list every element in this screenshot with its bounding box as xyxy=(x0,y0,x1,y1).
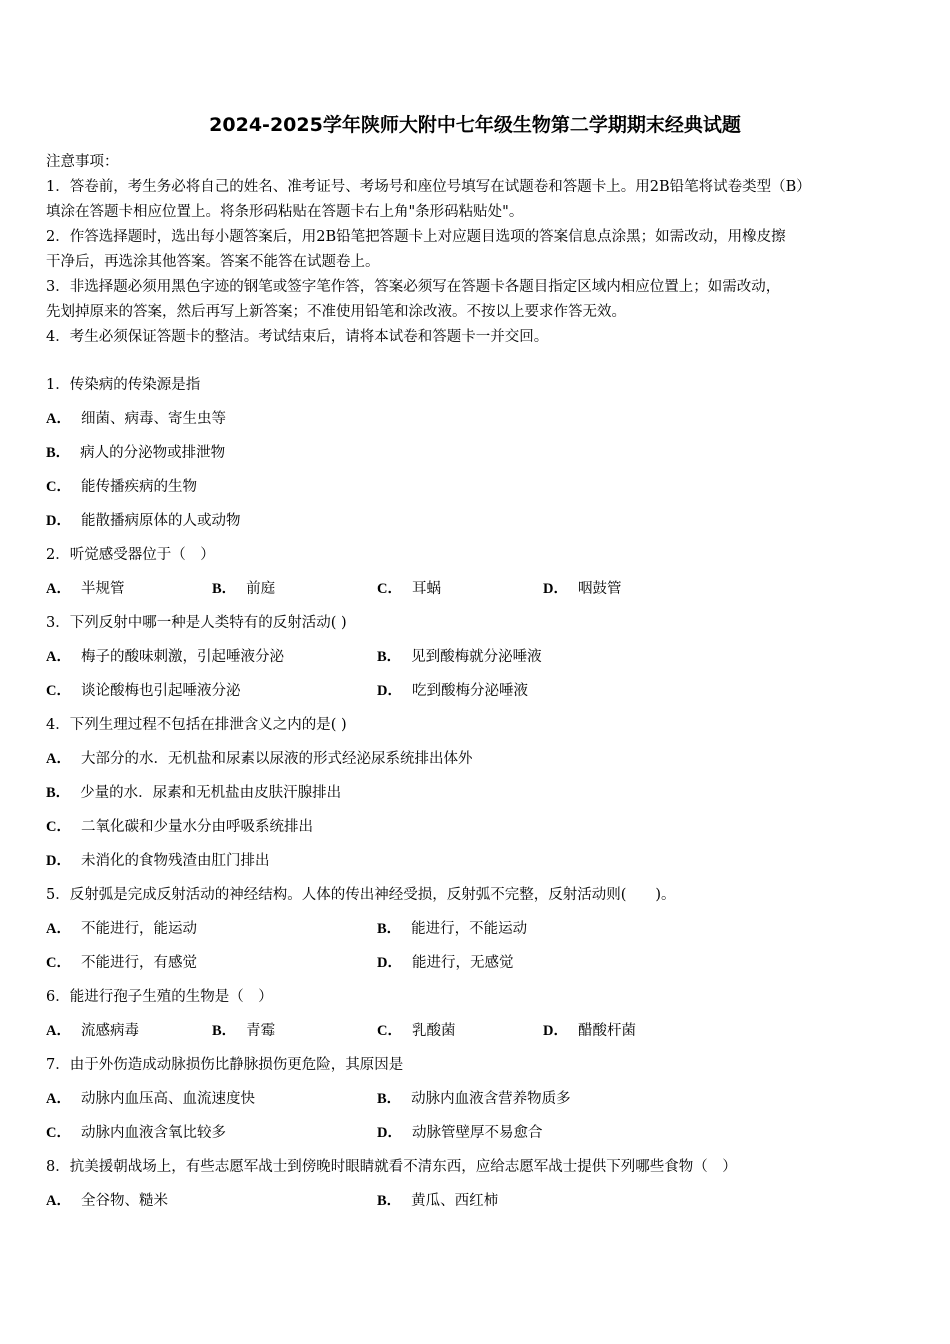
option-a: A． 半规管 xyxy=(46,581,125,597)
option-b: B． 能进行，不能运动 xyxy=(377,921,528,937)
option-c: C． 不能进行，有感觉 xyxy=(46,955,197,971)
option-b: B． 少量的水．尿素和无机盐由皮肤汗腺排出 xyxy=(46,785,342,801)
option-d: D． 未消化的食物残渣由肛门排出 xyxy=(46,853,270,869)
option-row xyxy=(46,1018,908,1052)
page-title: 2024-2025学年陕师大附中七年级生物第二学期期末经典试题 xyxy=(209,114,741,136)
option-a: A． 流感病毒 xyxy=(46,1023,139,1039)
question-stem: 1．传染病的传染源是指 xyxy=(46,377,201,393)
option-row xyxy=(46,576,908,610)
notice-line: 1．答卷前，考生务必将自己的姓名、准考证号、考场号和座位号填写在试题卷和答题卡上。用2B铅笔将试卷类型（B） xyxy=(46,179,811,195)
option-c: C． 能传播疾病的生物 xyxy=(46,479,197,495)
notice-line: 2．作答选择题时，选出每小题答案后，用2B铅笔把答题卡上对应题目选项的答案信息点涂黑；如需改动，用橡皮擦 xyxy=(46,229,786,245)
option-row xyxy=(46,1086,908,1120)
option-d: D． 动脉管壁厚不易愈合 xyxy=(377,1125,543,1141)
option-b: B． 黄瓜、西红柿 xyxy=(377,1193,499,1209)
question-list xyxy=(46,372,908,1222)
question-stem: 3．下列反射中哪一种是人类特有的反射活动( ) xyxy=(46,615,347,631)
option-d: D． 能进行，无感觉 xyxy=(377,955,514,971)
question-stem: 2．听觉感受器位于（ ） xyxy=(46,547,215,563)
option-row xyxy=(46,950,908,984)
notice-line: 干净后，再选涂其他答案。答案不能答在试题卷上。 xyxy=(46,254,380,270)
option-row xyxy=(46,678,908,712)
option-a: A． 大部分的水．无机盐和尿素以尿液的形式经泌尿系统排出体外 xyxy=(46,751,473,767)
option-b: B． 动脉内血液含营养物质多 xyxy=(377,1091,571,1107)
notice-line: 先划掉原来的答案，然后再写上新答案；不准使用铅笔和涂改液。不按以上要求作答无效。 xyxy=(46,304,626,320)
question-stem: 5．反射弧是完成反射活动的神经结构。人体的传出神经受损，反射弧不完整，反射活动则( )。 xyxy=(46,887,676,903)
option-d: D． 吃到酸梅分泌唾液 xyxy=(377,683,528,699)
option-a: A． 不能进行，能运动 xyxy=(46,921,197,937)
option-b: B． 病人的分泌物或排泄物 xyxy=(46,445,226,461)
question-stem: 8．抗美援朝战场上，有些志愿军战士到傍晚时眼睛就看不清东西，应给志愿军战士提供下列哪些食物（ ） xyxy=(46,1159,737,1175)
option-row xyxy=(46,1120,908,1154)
option-a: A． 全谷物、糙米 xyxy=(46,1193,168,1209)
notice-line: 3．非选择题必须用黑色字迹的钢笔或签字笔作答，答案必须写在答题卡各题目指定区域内相应位置上；如需改动， xyxy=(46,279,781,295)
option-b: B． 前庭 xyxy=(212,581,276,597)
notice-line: 填涂在答题卡相应位置上。将条形码粘贴在答题卡右上角"条形码粘贴处"。 xyxy=(46,204,524,220)
option-a: A． 动脉内血压高、血流速度快 xyxy=(46,1091,255,1107)
question-stem: 7．由于外伤造成动脉损伤比静脉损伤更危险，其原因是 xyxy=(46,1057,404,1073)
option-a: A． 细菌、病毒、寄生虫等 xyxy=(46,411,226,427)
option-c: C． 二氧化碳和少量水分由呼吸系统排出 xyxy=(46,819,313,835)
option-c: C． 耳蜗 xyxy=(377,581,441,597)
option-c: C． 谈论酸梅也引起唾液分泌 xyxy=(46,683,241,699)
option-b: B． 青霉 xyxy=(212,1023,276,1039)
option-c: C． 动脉内血液含氧比较多 xyxy=(46,1125,226,1141)
option-row xyxy=(46,1188,908,1222)
option-row xyxy=(46,916,908,950)
question-stem: 4．下列生理过程不包括在排泄含义之内的是( ) xyxy=(46,717,347,733)
option-c: C． 乳酸菌 xyxy=(377,1023,456,1039)
option-row xyxy=(46,644,908,678)
option-d: D． 咽鼓管 xyxy=(543,581,622,597)
option-d: D． 醋酸杆菌 xyxy=(543,1023,636,1039)
notice-heading: 注意事项： xyxy=(46,154,119,170)
question-stem: 6．能进行孢子生殖的生物是（ ） xyxy=(46,989,273,1005)
notice-line: 4．考生必须保证答题卡的整洁。考试结束后，请将本试卷和答题卡一并交回。 xyxy=(46,329,549,345)
option-d: D． 能散播病原体的人或动物 xyxy=(46,513,241,529)
option-b: B． 见到酸梅就分泌唾液 xyxy=(377,649,542,665)
option-a: A． 梅子的酸味刺激，引起唾液分泌 xyxy=(46,649,284,665)
notice-section xyxy=(46,150,908,350)
